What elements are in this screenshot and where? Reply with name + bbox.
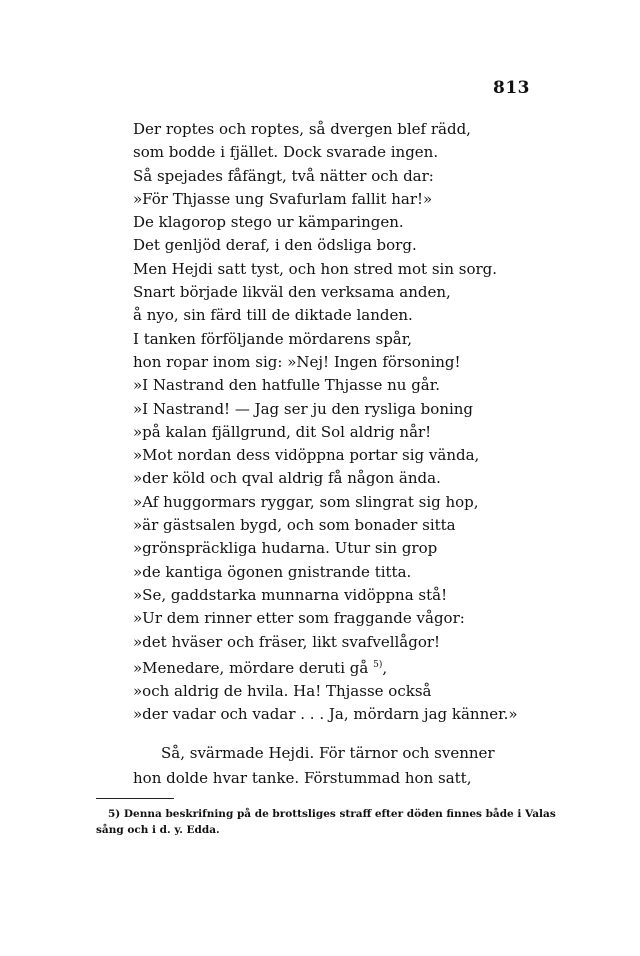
poem-stanza-1: [133, 118, 553, 727]
poem-line: »För Thjasse ung Svafurlam fallit har!»: [133, 189, 433, 208]
footnote-divider: [96, 798, 174, 799]
footnote-line: 5) Denna beskrifning på de brottsliges straff efter döden finnes både i Valas: [108, 808, 556, 820]
poem-line: »grönspräckliga hudarna. Utur sin grop: [133, 539, 438, 558]
poem-line: »Af huggormars ryggar, som slingrat sig hop,: [133, 492, 479, 511]
poem-line: »I Nastrand den hatfulle Thjasse nu går.: [133, 376, 441, 395]
poem-line: De klagorop stego ur kämparingen.: [133, 213, 404, 232]
poem-line: Der roptes och roptes, så dvergen blef rädd,: [133, 120, 471, 138]
poem-line: »Se, gaddstarka munnarna vidöppna stå!: [133, 585, 448, 604]
poem-line: »de kantiga ögonen gnistrande titta.: [133, 562, 412, 581]
poem-line: »och aldrig de hvila. Ha! Thjasse också: [133, 682, 432, 701]
poem-line-text: »Menedare, mördare deruti gå: [133, 658, 369, 677]
poem-line: »det hväser och fräser, likt svafvellågor!: [133, 632, 441, 651]
poem-line: »Menedare, mördare deruti gå $^{5)}$,: [133, 658, 388, 677]
footnote-line: sång och i d. y. Edda.: [96, 824, 220, 836]
poem-line: som bodde i fjället. Dock svarade ingen.: [133, 143, 439, 162]
poem-line: »Ur dem rinner etter som fraggande vågor:: [133, 609, 465, 628]
poem-line: Det genljöd deraf, i den ödsliga borg.: [133, 236, 417, 255]
poem-line: hon ropar inom sig: »Nej! Ingen försoning!: [133, 352, 461, 371]
poem-line: I tanken förföljande mördarens spår,: [133, 329, 413, 348]
poem-line: Men Hejdi satt tyst, och hon stred mot sin sorg.: [133, 259, 498, 278]
footnote-reference: 5): [373, 659, 383, 670]
poem-line: å nyo, sin färd till de diktade landen.: [133, 306, 413, 325]
poem-line: »I Nastrand! — Jag ser ju den rysliga boning: [133, 399, 474, 418]
poem-line: »der köld och qval aldrig få någon ända.: [133, 469, 441, 488]
poem-line: Snart började likväl den verksama anden,: [133, 283, 451, 302]
page-number: 813: [493, 78, 530, 98]
poem-line: »på kalan fjällgrund, dit Sol aldrig når!: [133, 422, 432, 441]
poem-line: hon dolde hvar tanke. Förstummad hon satt,: [133, 769, 472, 787]
poem-line: Så spejades fåfängt, två nätter och dar:: [133, 166, 434, 185]
poem-line: »Mot nordan dess vidöppna portar sig vända,: [133, 446, 480, 465]
footnote: [96, 806, 566, 838]
poem-line: »är gästsalen bygd, och som bonader sitta: [133, 516, 456, 535]
poem-line: Så, svärmade Hejdi. För tärnor och svenner: [161, 744, 495, 762]
poem-line: »der vadar och vadar . . . Ja, mördarn jag känner.»: [133, 705, 518, 724]
poem-stanza-2: [133, 741, 553, 791]
